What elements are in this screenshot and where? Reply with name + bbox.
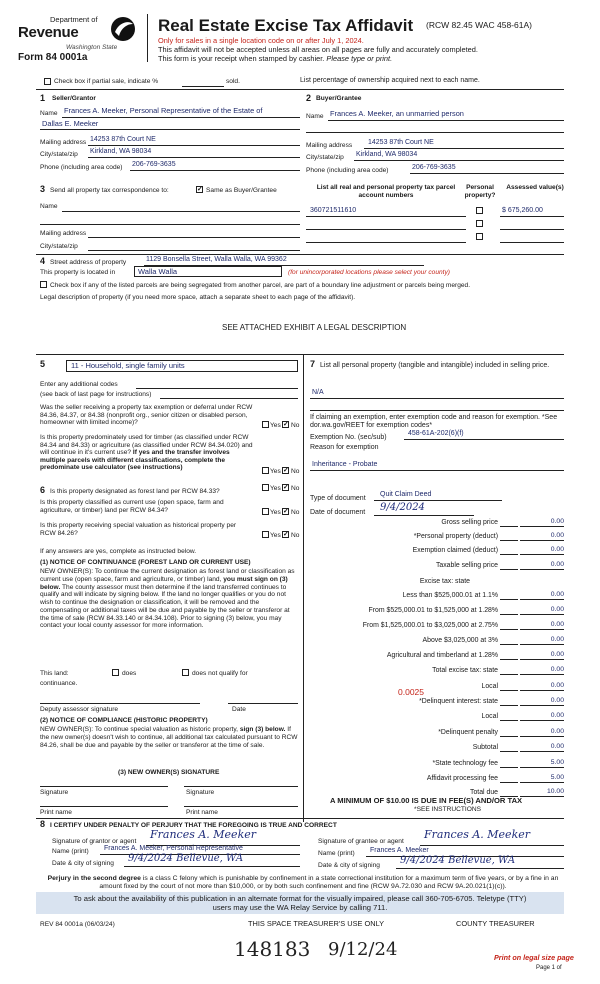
owner-signature-label-2: Signature	[186, 789, 215, 796]
calc-label-8: Above $3,025,000 at 3%	[422, 637, 498, 644]
calc-leader-12	[500, 705, 518, 706]
assessed-value-column-header: Assessed value(s)	[506, 184, 564, 191]
stamp-date: 9/12/24	[328, 939, 398, 960]
form-number: Form 84 0001a	[18, 52, 88, 63]
compliance-heading: (2) NOTICE OF COMPLIANCE (HISTORIC PROPERTY)	[40, 717, 208, 724]
calc-label-10: Total excise tax: state	[432, 667, 498, 674]
rule-section8	[36, 818, 564, 819]
calc-label-7: From $1,525,000.01 to $3,025,000 at 2.75%	[362, 622, 498, 629]
calc-leader-6	[500, 614, 518, 615]
header-divider	[147, 14, 148, 62]
forest-no-label: No	[291, 485, 300, 492]
dept-of: Department of	[50, 15, 98, 24]
grantor-print-label: Name (print)	[52, 848, 89, 855]
calc-value-14[interactable]: 0.00	[520, 728, 564, 737]
land-not-qualify-checkbox[interactable]	[182, 669, 189, 676]
grantee-phone-label: Phone (including area code)	[306, 167, 389, 174]
grantor-name-1[interactable]: Frances A. Meeker, Personal Representative of the Estate of	[64, 106, 263, 115]
exemption-yes-checkbox[interactable]	[262, 421, 269, 428]
located-in-label: This property is located in	[40, 269, 116, 276]
calc-label-2: Exemption claimed (deduct)	[412, 547, 498, 554]
historic-no-checkbox[interactable]: ✓	[283, 531, 289, 538]
rule-section5	[36, 354, 564, 355]
calc-leader-5	[500, 599, 518, 600]
certify-heading: I CERTIFY UNDER PENALTY OF PERJURY THAT THE FOREGOING IS TRUE AND CORRECT	[50, 822, 337, 829]
if-yes-note: If any answers are yes, complete as instructed below.	[40, 548, 197, 555]
owner-print-label-2: Print name	[186, 809, 218, 816]
forest-no-checkbox[interactable]: ✓	[283, 484, 289, 491]
timber-question: Is this property predominately used for timber (as classified under RCW 84.34 and 84.33) or agriculture (as classified under RCW 84.34.020) and will continue in it's current use? If yes and the transfer involves multiple parcels with different classifications, complete the predominate use calculator (see instructions)	[40, 434, 253, 472]
revision-code: REV 84 0001a (06/03/24)	[40, 921, 115, 928]
calc-leader-2	[500, 554, 518, 555]
current-use-yes-label: Yes	[270, 509, 281, 516]
grantor-sig-label: Signature of grantor or agent	[52, 838, 137, 845]
calc-label-15: Subtotal	[472, 744, 498, 751]
calc-leader-9	[500, 659, 518, 660]
calc-leader-10	[500, 674, 518, 675]
calc-value-12[interactable]: 0.00	[520, 697, 564, 706]
grantee-date-label: Date & city of signing	[318, 862, 380, 869]
form-title: Real Estate Excise Tax Affidavit	[158, 16, 414, 35]
grantor-name-label: Name	[40, 110, 58, 117]
grantee-name-label: Name	[306, 113, 324, 120]
grantee-mail-label: Mailing address	[306, 142, 353, 149]
calc-value-10[interactable]: 0.00	[520, 666, 564, 675]
same-as-buyer-checkbox[interactable]: ✓	[197, 186, 203, 193]
calc-value-13[interactable]: 0.00	[520, 712, 564, 721]
deputy-signature-label: Deputy assessor signature	[40, 706, 119, 713]
minimum-due-note: A MINIMUM OF $10.00 IS DUE IN FEE(S) AND/OR TAX	[330, 796, 523, 805]
calc-label-4: Excise tax: state	[419, 578, 470, 585]
calc-value-3[interactable]: 0.00	[520, 561, 564, 570]
section-4-number: 4	[40, 256, 46, 266]
grantor-mail[interactable]: 14253 87th Court NE	[90, 136, 156, 143]
stamp-number: 148183	[234, 937, 311, 961]
calc-value-11[interactable]: 0.00	[520, 682, 564, 691]
section-7-number: 7	[310, 359, 316, 369]
additional-codes-note: (see back of last page for instructions)	[40, 391, 152, 398]
calc-value-9[interactable]: 0.00	[520, 651, 564, 660]
document-date[interactable]: 9/4/2024	[380, 502, 425, 513]
exemption-question: Was the seller receiving a property tax exemption or deferral under RCW 84.36, 84.37, or 84.38 (nonprofit org., senior citizen or disabled person, homeowner with limited income)?	[40, 404, 253, 427]
exemption-claim-label: If claiming an exemption, enter exemption code and reason for exemption. *See dor.wa.gov/REET for exemption codes*	[310, 414, 558, 430]
calc-value-2[interactable]: 0.00	[520, 546, 564, 555]
correspondence-label: Send all property tax correspondence to:	[50, 187, 169, 194]
calc-label-6: From $525,000.01 to $1,525,000 at 1.28%	[368, 607, 498, 614]
timber-no-checkbox[interactable]: ✓	[283, 467, 289, 474]
document-date-label: Date of document	[310, 509, 366, 516]
seller-heading: Seller/Grantor	[52, 95, 96, 102]
rule-top	[36, 89, 564, 90]
calc-value-1[interactable]: 0.00	[520, 532, 564, 541]
grantor-date-city[interactable]: 9/4/2024 Bellevue, WA	[128, 853, 244, 864]
calc-leader-0	[500, 526, 518, 527]
forest-question: Is this property designated as forest land per RCW 84.33?	[50, 488, 220, 495]
legal-description-label: Legal description of property (if you need more space, attach a separate sheet to each page of the affidavit).	[40, 294, 356, 301]
historic-no-label: No	[291, 532, 300, 539]
calc-value-15[interactable]: 0.00	[520, 743, 564, 752]
grantee-print-label: Name (print)	[318, 850, 355, 857]
calc-leader-7	[500, 629, 518, 630]
personal-property-value[interactable]: N/A	[312, 389, 324, 396]
personal-property-column-header: Personal property?	[464, 184, 496, 199]
washington-state: Washington State	[66, 44, 118, 51]
exemption-number[interactable]: 458-61A-202(6)(f)	[408, 430, 464, 437]
timber-yes-label: Yes	[270, 468, 281, 475]
grantor-signature[interactable]: Frances A. Meeker	[150, 828, 256, 841]
exemption-reason[interactable]: Inheritance - Probate	[312, 461, 378, 468]
personal-property-checkbox-2[interactable]	[476, 220, 483, 227]
parcel-column-header: List all real and personal property tax parcel account numbers	[316, 184, 456, 199]
grantee-signature[interactable]: Frances A. Meeker	[424, 828, 530, 841]
grantee-city[interactable]: Kirkland, WA 98034	[356, 151, 418, 158]
calc-leader-13	[500, 720, 518, 721]
middle-divider	[303, 354, 304, 822]
page-number: Page 1 of	[536, 965, 562, 971]
partial-pct-line	[182, 86, 224, 87]
local-rate: 0.0025	[398, 687, 424, 697]
additional-codes-label: Enter any additional codes	[40, 381, 118, 388]
calc-label-12: *Delinquent interest: state	[419, 698, 498, 705]
historic-yes-checkbox[interactable]	[262, 531, 269, 538]
calc-label-18: Total due	[470, 789, 498, 796]
personal-property-label: List all personal property (tangible and intangible) included in selling price.	[320, 362, 550, 369]
grantee-mail[interactable]: 14253 87th Court NE	[368, 139, 434, 146]
street-address[interactable]: 1129 Bonsella Street, Walla Walla, WA 99362	[146, 256, 287, 263]
corr-mail-label: Mailing address	[40, 230, 87, 237]
calc-label-9: Agricultural and timberland at 1.28%	[386, 652, 498, 659]
accessibility-notice: To ask about the availability of this publication in an alternate format for the visually impaired, please call 360-705-6705. Teletype (TTY) users may use the WA Relay Service by calling 711.	[36, 892, 564, 914]
grantee-date-city[interactable]: 9/4/2024 Bellevue, WA	[400, 855, 516, 866]
timber-no-label: No	[291, 468, 300, 475]
same-as-buyer-label: Same as Buyer/Grantee	[206, 187, 277, 194]
land-does-label: does	[122, 670, 137, 677]
grantee-phone[interactable]: 206-769-3635	[412, 164, 456, 171]
calc-label-16: *State technology fee	[432, 760, 498, 767]
calc-label-14: *Delinquent penalty	[438, 729, 498, 736]
land-does-checkbox[interactable]	[112, 669, 119, 676]
partial-sold-label: sold.	[226, 78, 240, 85]
perjury-notice: Perjury in the second degree is a class C felony which is punishable by confinement in a state correctional institution for a maximum term of five years, or by a fine in an amount fixed by the court of not more than $10,000, or by both such confinement and fine (RCW 9A.72.030 and RCW 9A.20.021(1)(c)).	[47, 875, 559, 890]
calc-value-18[interactable]: 10.00	[520, 788, 564, 797]
grantee-print-name[interactable]: Frances A. Meeker	[370, 847, 429, 854]
receipt-note: This form is your receipt when stamped by cashier. Please type or print.	[158, 54, 393, 63]
exemption-number-label: Exemption No. (sec/sub)	[310, 434, 387, 441]
calc-leader-15	[500, 751, 518, 752]
calc-label-0: Gross selling price	[441, 519, 498, 526]
owner-print-label-1: Print name	[40, 809, 72, 816]
calc-label-17: Affidavit processing fee	[426, 775, 498, 782]
calc-leader-8	[500, 644, 518, 645]
grantor-print-name[interactable]: Frances A. Meeker, Personal Representative	[104, 845, 243, 852]
current-use-yes-checkbox[interactable]	[262, 508, 269, 515]
buyer-heading: Buyer/Grantee	[316, 95, 362, 102]
grantee-sig-label: Signature of grantee or agent	[318, 838, 404, 845]
calc-leader-14	[500, 736, 518, 737]
this-land-label: This land:	[40, 670, 69, 677]
location-select[interactable]: Walla Walla	[134, 266, 282, 277]
corr-name-label: Name	[40, 203, 58, 210]
grantor-mail-label: Mailing address	[40, 139, 87, 146]
section-8-number: 8	[40, 819, 46, 829]
parcel-number-1[interactable]: 360721511610	[310, 207, 357, 214]
current-use-no-checkbox[interactable]: ✓	[283, 508, 289, 515]
grantor-city[interactable]: Kirkland, WA 98034	[90, 148, 152, 155]
boundary-label: Check box if any of the listed parcels are being segregated from another parcel, are part of a boundary line adjustment or parcels being merged.	[50, 282, 471, 289]
compliance-text: NEW OWNER(S): To continue special valuation as historic property, sign (3) below. If the new owner(s) doesn't wish to continue, all additional tax calculated pursuant to RCW 84.26, shall be due and payable by the seller or transferor at the time of sale.	[40, 726, 298, 749]
county-treasurer: COUNTY TREASURER	[456, 919, 535, 928]
timber-yes-checkbox[interactable]	[262, 467, 269, 474]
continuance-label: continuance.	[40, 680, 78, 687]
calc-value-16[interactable]: 5.00	[520, 759, 564, 768]
boundary-checkbox[interactable]	[40, 281, 47, 288]
current-use-question: Is this property classified as current use (open space, farm and agriculture, or timber) land per RCW 84.34?	[40, 499, 224, 514]
exemption-yes-label: Yes	[270, 422, 281, 429]
continuance-heading: (1) NOTICE OF CONTINUANCE (FOREST LAND OR CURRENT USE)	[40, 559, 251, 566]
historic-yes-label: Yes	[270, 532, 281, 539]
partial-sale-label: Check box if partial sale, indicate %	[54, 78, 159, 85]
owner-signature-label-1: Signature	[40, 789, 69, 796]
calc-leader-11	[500, 690, 518, 691]
land-not-qualify-label: does not qualify for	[192, 670, 248, 677]
calc-label-1: *Personal property (deduct)	[413, 533, 498, 540]
calc-value-17[interactable]: 5.00	[520, 774, 564, 783]
grantor-name-2[interactable]: Dallas E. Meeker	[42, 119, 99, 128]
grantee-city-label: City/state/zip	[306, 154, 344, 161]
calc-leader-16	[500, 767, 518, 768]
corr-city-label: City/state/zip	[40, 243, 78, 250]
forest-yes-checkbox[interactable]	[262, 484, 269, 491]
new-owner-signature-heading: (3) NEW OWNER(S) SIGNATURE	[118, 769, 220, 776]
calc-label-5: Less than $525,000.01 at 1.1%	[402, 592, 498, 599]
grantor-phone-label: Phone (including area code)	[40, 164, 123, 171]
calc-leader-17	[500, 782, 518, 783]
ownership-pct-note: List percentage of ownership acquired next to each name.	[300, 77, 480, 84]
document-type[interactable]: Quit Claim Deed	[380, 491, 432, 498]
section-2-number: 2	[306, 93, 312, 103]
current-use-no-label: No	[291, 509, 300, 516]
calc-leader-1	[500, 540, 518, 541]
legal-description[interactable]: SEE ATTACHED EXHIBIT A LEGAL DESCRIPTION	[222, 323, 407, 332]
calc-value-8[interactable]: 0.00	[520, 636, 564, 645]
street-label: Street address of property	[50, 259, 127, 266]
use-code-select[interactable]: 11 - Household, single family units	[66, 360, 298, 372]
assessed-value-1[interactable]: $ 675,260.00	[502, 207, 543, 214]
section-5-number: 5	[40, 359, 46, 369]
personal-property-checkbox-1[interactable]	[476, 207, 483, 214]
calc-value-6[interactable]: 0.00	[520, 606, 564, 615]
exemption-no-checkbox[interactable]: ✓	[283, 421, 289, 428]
calc-label-11: Local	[481, 683, 498, 690]
revenue-swoosh-icon	[109, 16, 137, 42]
grantor-date-label: Date & city of signing	[52, 860, 114, 867]
grantor-city-label: City/state/zip	[40, 151, 78, 158]
treasurer-use-only: THIS SPACE TREASURER'S USE ONLY	[248, 919, 385, 928]
calc-value-5[interactable]: 0.00	[520, 591, 564, 600]
exemption-no-label: No	[291, 422, 300, 429]
partial-sale-checkbox[interactable]	[44, 78, 51, 85]
grantor-phone[interactable]: 206-769-3635	[132, 161, 176, 168]
section-6-number: 6	[40, 485, 46, 495]
grantee-name-1[interactable]: Frances A. Meeker, an unmarried person	[330, 109, 464, 118]
section-1-number: 1	[40, 93, 46, 103]
forest-yes-label: Yes	[270, 485, 281, 492]
see-instructions: *SEE INSTRUCTIONS	[414, 806, 482, 813]
calc-leader-3	[500, 569, 518, 570]
personal-property-checkbox-3[interactable]	[476, 233, 483, 240]
document-type-label: Type of document	[310, 495, 366, 502]
continuance-text: NEW OWNER(S): To continue the current designation as forest land or classification as current use (open space, farm and agriculture, or timber) land, you must sign on (3) below. The county assessor must then determine if the land transferred continues to qualify and will indicate by signing below. If the land no longer qualifies or you do not wish to continue the designation or classification, it will be removed and the compensating or additional taxes will be due and payable by the seller or transferor at the time of sale (RCW 84.33.140 or 84.34.108). Prior to signing (3) below, you may contact your local county assessor for more information.	[40, 568, 295, 630]
legal-size-note: Print on legal size page	[494, 953, 574, 962]
calc-value-0[interactable]: 0.00	[520, 518, 564, 527]
historic-question: Is this property receiving special valuation as historical property per RCW 84.26?	[40, 522, 237, 537]
calc-value-7[interactable]: 0.00	[520, 621, 564, 630]
calc-label-13: Local	[481, 713, 498, 720]
rule-section4	[36, 254, 564, 255]
single-location-note: Only for sales in a single location code on or after July 1, 2024.	[158, 36, 364, 45]
rcw-reference: (RCW 82.45 WAC 458-61A)	[426, 20, 532, 30]
reason-label: Reason for exemption	[310, 444, 379, 451]
completion-note: This affidavit will not be accepted unless all areas on all pages are fully and accurately completed.	[158, 45, 478, 54]
section-3-number: 3	[40, 184, 46, 194]
location-note: (for unincorporated locations please select your county)	[288, 269, 451, 276]
deputy-date-label: Date	[232, 706, 246, 713]
revenue-wordmark: Revenue	[18, 24, 79, 41]
calc-label-3: Taxable selling price	[435, 562, 498, 569]
